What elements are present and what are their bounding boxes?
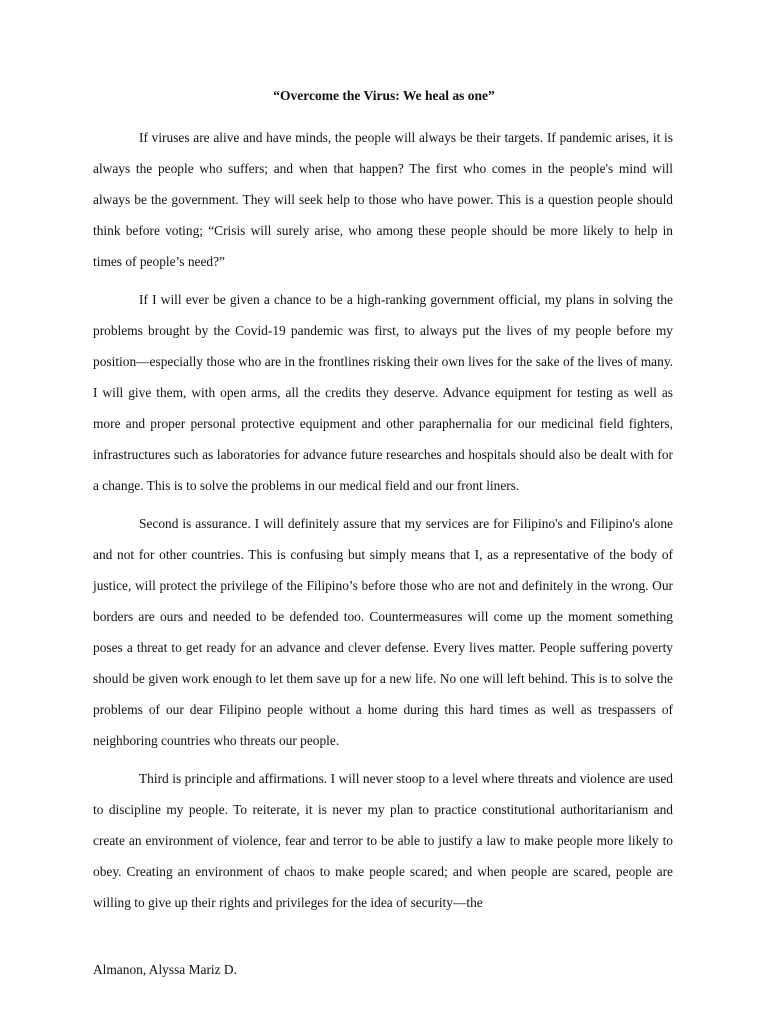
document-title: “Overcome the Virus: We heal as one” xyxy=(273,88,495,103)
paragraph-1: If viruses are alive and have minds, the people will always be their targets. If pandemic arises, it is always the people who suffers; and when that happen? The first who comes in the people's mind will always be the government. They will seek help to those who have power. This is a question people should think before voting; “Crisis will surely arise, who among these people should be more likely to help in times of people’s need?” xyxy=(93,130,673,269)
author-name: Almanon, Alyssa Mariz D. xyxy=(93,962,237,977)
document-body xyxy=(93,122,673,925)
paragraph-4: Third is principle and affirmations. I will never stoop to a level where threats and violence are used to discipline my people. To reiterate, it is never my plan to practice constitutional authoritarianism and create an environment of violence, fear and terror to be able to justify a law to make people more likely to obey. Creating an environment of chaos to make people scared; and when people are scared, people are willing to give up their rights and privileges for the idea of security—the xyxy=(93,771,673,910)
paragraph-2: If I will ever be given a chance to be a high-ranking government official, my plans in solving the problems brought by the Covid-19 pandemic was first, to always put the lives of my people before my position—especially those who are in the frontlines risking their own lives for the sake of the lives of many. I will give them, with open arms, all the credits they deserve. Advance equipment for testing as well as more and proper personal protective equipment and other paraphernalia for our medicinal field fighters, infrastructures such as laboratories for advance future researches and hospitals should also be dealt with for a change. This is to solve the problems in our medical field and our front liners. xyxy=(93,292,673,493)
paragraph-3: Second is assurance. I will definitely assure that my services are for Filipino's and Filipino's alone and not for other countries. This is confusing but simply means that I, as a representative of the body of justice, will protect the privilege of the Filipino’s before those who are not and definitely in the wrong. Our borders are ours and needed to be defended too. Countermeasures will come up the moment something poses a threat to get ready for an advance and clever defense. Every lives matter. People suffering poverty should be given work enough to let them save up for a new life. No one will left behind. This is to solve the problems of our dear Filipino people without a home during this hard times as well as trespassers of neighboring countries who threats our people. xyxy=(93,516,673,748)
